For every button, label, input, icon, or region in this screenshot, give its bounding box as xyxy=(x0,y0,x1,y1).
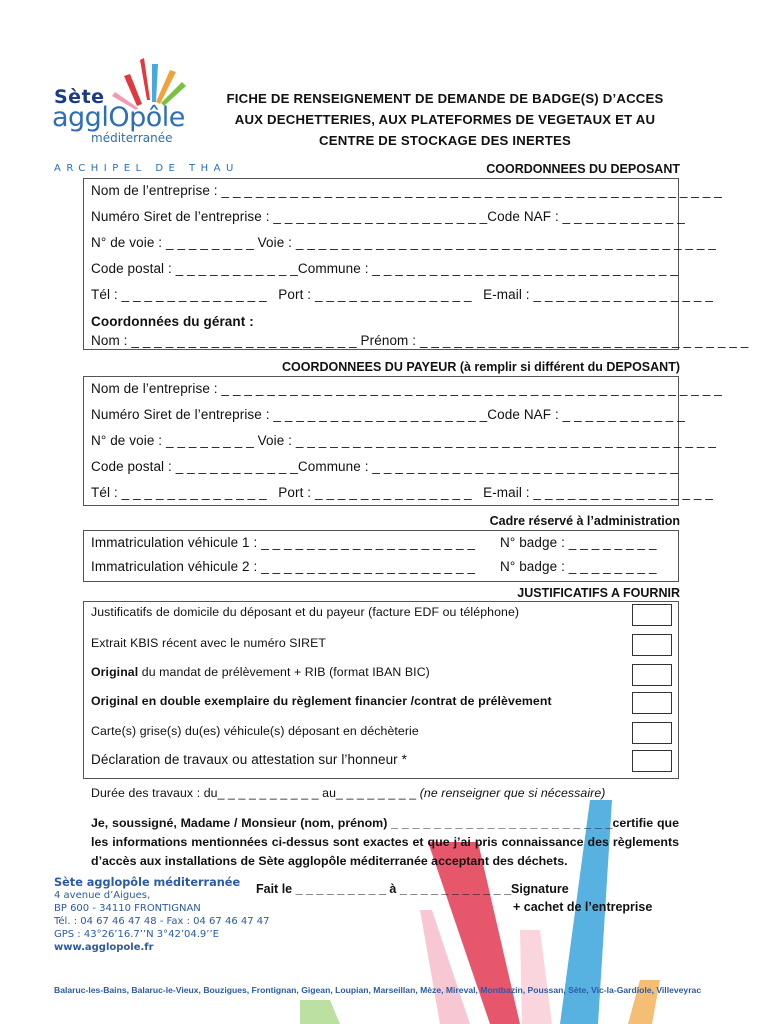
footer-towns: Balaruc-les-Bains, Balaruc-le-Vieux, Bouzigues, Frontignan, Gigean, Loupian, Marseillan, Mèze, Mireval, Montbazin, Poussan, Sète, Vic-la-Gardiole, Villeveyrac xyxy=(54,985,702,995)
badge1-field[interactable]: N° badge : _ _ _ _ _ _ _ _ xyxy=(500,535,657,550)
deposant-siret-field[interactable]: Numéro Siret de l’entreprise : _ _ _ _ _ _ _ _ _ _ _ _ _ _ _ _ _ _ _Code NAF : _ _ _ _ _ _ _ _ _ _ _ xyxy=(91,209,685,224)
immat1-field[interactable]: Immatriculation véhicule 1 : _ _ _ _ _ _ _ _ _ _ _ _ _ _ _ _ _ _ _ xyxy=(91,535,476,550)
fait-le-field[interactable]: Fait le _ _ _ _ _ _ _ _ _ à _ _ _ _ _ _ _ _ _ _ _Signature xyxy=(256,882,569,896)
cachet-label: + cachet de l’entreprise xyxy=(513,900,653,914)
payeur-tel-field[interactable]: Tél : _ _ _ _ _ _ _ _ _ _ _ _ _ Port : _ _ _ _ _ _ _ _ _ _ _ _ _ _ E-mail : _ _ _ _ _ _ _ _ _ _ _ _ _ _ _ _ xyxy=(91,485,714,500)
justif-checkbox-1[interactable] xyxy=(632,604,672,626)
deposant-tel-field[interactable]: Tél : _ _ _ _ _ _ _ _ _ _ _ _ _ Port : _ _ _ _ _ _ _ _ _ _ _ _ _ _ E-mail : _ _ _ _ _ _ _ _ _ _ _ _ _ _ _ _ xyxy=(91,287,714,302)
logo-agglopole: agglOpôle xyxy=(52,102,185,133)
page-title: FICHE DE RENSEIGNEMENT DE DEMANDE DE BADGE(S) D’ACCES AUX DECHETTERIES, AUX PLATEFORMES DE VEGETAUX ET AU CENTRE DE STOCKAGE DES INERTES xyxy=(226,91,664,148)
justif-checkbox-5[interactable] xyxy=(632,722,672,744)
gerant-label: Coordonnées du gérant : xyxy=(91,314,254,329)
deposant-voie-field[interactable]: N° de voie : _ _ _ _ _ _ _ _ Voie : _ _ _ _ _ _ _ _ _ _ _ _ _ _ _ _ _ _ _ _ _ _ _ _ _ _ _ _ _ _ _ _ _ _ _ _ _ xyxy=(91,235,717,250)
declaration-text: Je, soussigné, Madame / Monsieur (nom, prénom) _ _ _ _ _ _ _ _ _ _ _ _ _ _ _ _ _ _ _ _ _certifie que les informations mentionnées ci-dessus sont exactes et que j’ai pris connaissance des règlements d’accès aux installations de Sète agglopôle méditerranée acceptant des déchets. xyxy=(91,816,679,868)
justif-item-mandat: Original du mandat de prélèvement + RIB (format IBAN BIC) xyxy=(91,665,430,679)
justif-item-kbis: Extrait KBIS récent avec le numéro SIRET xyxy=(91,636,326,650)
justif-checkbox-3[interactable] xyxy=(632,664,672,686)
justificatifs-heading: JUSTIFICATIFS A FOURNIR xyxy=(517,586,680,600)
admin-heading: Cadre réservé à l’administration xyxy=(489,514,680,528)
justif-checkbox-2[interactable] xyxy=(632,634,672,656)
payeur-siret-field[interactable]: Numéro Siret de l’entreprise : _ _ _ _ _ _ _ _ _ _ _ _ _ _ _ _ _ _ _Code NAF : _ _ _ _ _ _ _ _ _ _ _ xyxy=(91,407,685,422)
logo-tagline: ARCHIPEL DE THAU xyxy=(54,163,239,174)
payeur-entreprise-field[interactable]: Nom de l’entreprise : _ _ _ _ _ _ _ _ _ _ _ _ _ _ _ _ _ _ _ _ _ _ _ _ _ _ _ _ _ _ _ _ _ _ _ _ _ _ _ _ _ _ _ _ xyxy=(91,381,722,396)
payeur-heading: COORDONNEES DU PAYEUR (à remplir si différent du DEPOSANT) xyxy=(282,360,680,374)
justif-checkbox-6[interactable] xyxy=(632,750,672,772)
gerant-field[interactable]: Nom : _ _ _ _ _ _ _ _ _ _ _ _ _ _ _ _ _ _ _ _ Prénom : _ _ _ _ _ _ _ _ _ _ _ _ _ _ _ _ _ _ _ _ _ _ _ _ _ _ _ _ _ xyxy=(91,333,749,348)
footer-address: Sète agglopôle méditerranée 4 avenue d’Aigues, BP 600 - 34110 FRONTIGNAN Tél. : 04 67 46 47 48 - Fax : 04 67 46 47 47 GPS : 43°26’16.7’’N 3°42’04.9’’E www.agglopole.fr xyxy=(54,876,270,953)
deposant-heading: COORDONNEES DU DEPOSANT xyxy=(486,162,680,176)
payeur-voie-field[interactable]: N° de voie : _ _ _ _ _ _ _ _ Voie : _ _ _ _ _ _ _ _ _ _ _ _ _ _ _ _ _ _ _ _ _ _ _ _ _ _ _ _ _ _ _ _ _ _ _ _ _ xyxy=(91,433,717,448)
justif-item-domicile: Justificatifs de domicile du déposant et du payeur (facture EDF ou téléphone) xyxy=(91,605,520,619)
badge2-field[interactable]: N° badge : _ _ _ _ _ _ _ _ xyxy=(500,559,657,574)
logo-mediterranee: méditerranée xyxy=(91,131,173,145)
justif-item-carte-grise: Carte(s) grise(s) du(es) véhicule(s) déposant en déchèterie xyxy=(91,724,419,738)
logo-sete: Sète xyxy=(54,86,105,108)
immat2-field[interactable]: Immatriculation véhicule 2 : _ _ _ _ _ _ _ _ _ _ _ _ _ _ _ _ _ _ _ xyxy=(91,559,476,574)
payeur-cp-field[interactable]: Code postal : _ _ _ _ _ _ _ _ _ _ _Commune : _ _ _ _ _ _ _ _ _ _ _ _ _ _ _ _ _ _ _ _ _ _ _ _ _ _ _ xyxy=(91,459,678,474)
justif-item-declaration: Déclaration de travaux ou attestation sur l’honneur * xyxy=(91,752,407,767)
justif-item-reglement: Original en double exemplaire du règlement financier /contrat de prélèvement xyxy=(91,694,552,708)
deposant-entreprise-field[interactable]: Nom de l’entreprise : _ _ _ _ _ _ _ _ _ _ _ _ _ _ _ _ _ _ _ _ _ _ _ _ _ _ _ _ _ _ _ _ _ _ _ _ _ _ _ _ _ _ _ _ xyxy=(91,183,722,198)
footer-website-link[interactable]: www.agglopole.fr xyxy=(54,942,154,953)
duree-field[interactable]: Durée des travaux : du_ _ _ _ _ _ _ _ _ _ au_ _ _ _ _ _ _ _ (ne renseigner que si nécessaire) xyxy=(91,786,606,800)
justif-checkbox-4[interactable] xyxy=(632,692,672,714)
deposant-cp-field[interactable]: Code postal : _ _ _ _ _ _ _ _ _ _ _Commune : _ _ _ _ _ _ _ _ _ _ _ _ _ _ _ _ _ _ _ _ _ _ _ _ _ _ _ xyxy=(91,261,678,276)
